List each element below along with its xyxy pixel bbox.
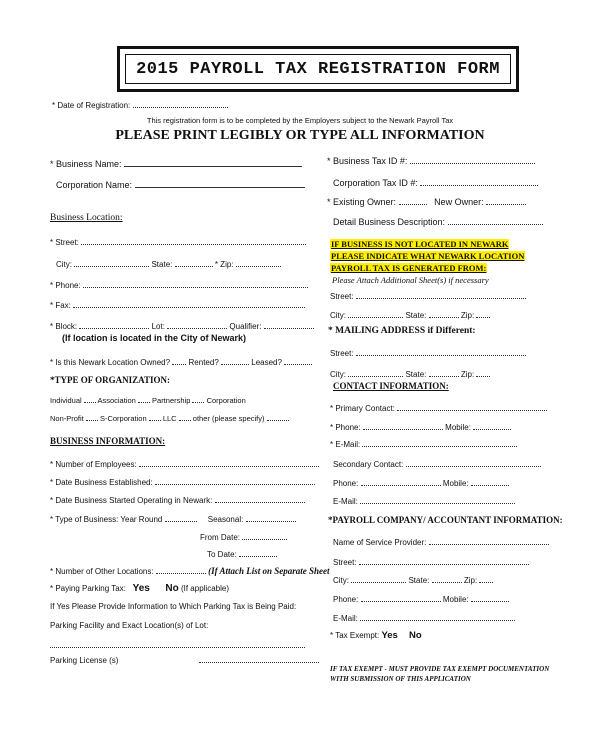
other-locations-label: * Number of Other Locations: xyxy=(50,567,154,576)
block-label: * Block: xyxy=(50,322,78,331)
other-field[interactable] xyxy=(267,412,289,421)
owned-row xyxy=(50,356,312,367)
leased-label: Leased? xyxy=(251,358,282,367)
zip-label: Zip: xyxy=(460,311,475,320)
block-lot-row xyxy=(50,320,314,331)
mailing-heading: * MAILING ADDRESS if Different: xyxy=(328,326,476,336)
type-org-heading: *TYPE OF ORGANIZATION: xyxy=(50,375,171,385)
zip-field[interactable] xyxy=(479,574,493,583)
street-label: Street: xyxy=(330,349,354,358)
state-label: State: xyxy=(405,311,427,320)
corporation-name-row xyxy=(56,179,305,190)
mobile-label: Mobile: xyxy=(442,479,469,488)
existing-owner-label: * Existing Owner: xyxy=(327,197,397,207)
corp-tax-id-row xyxy=(333,177,538,188)
other-label: other (please specify) xyxy=(192,414,265,423)
num-employees-row xyxy=(50,458,319,469)
if-yes-note: If Yes Please Provide Information to Which Parking Tax is Being Paid: xyxy=(50,602,297,611)
warning-line-2: PLEASE INDICATE WHAT NEWARK LOCATION xyxy=(331,251,525,261)
email-field[interactable] xyxy=(360,612,515,621)
if-applicable-note: (If applicable) xyxy=(180,584,229,593)
right-street-row xyxy=(330,290,526,301)
rented-field[interactable] xyxy=(221,356,249,365)
payroll-company-heading: *PAYROLL COMPANY/ ACCOUNTANT INFORMATION: xyxy=(328,515,563,525)
mobile-field[interactable] xyxy=(471,477,509,486)
tax-exempt-no-option[interactable]: No xyxy=(408,630,422,641)
street-field[interactable] xyxy=(359,556,529,565)
title-inner-border xyxy=(125,54,511,84)
instruction-heading: PLEASE PRINT LEGIBLY OR TYPE ALL INFORMATION xyxy=(115,128,485,143)
phone-label: Phone: xyxy=(333,479,359,488)
leased-field[interactable] xyxy=(284,356,312,365)
warning-line-3: PAYROLL TAX IS GENERATED FROM: xyxy=(331,263,487,273)
corporation-name-field[interactable] xyxy=(135,179,305,188)
mail-street-row xyxy=(330,347,526,358)
seasonal-field[interactable] xyxy=(246,513,296,522)
date-of-registration-label: * Date of Registration: xyxy=(52,101,131,110)
city-label: City: xyxy=(330,370,346,379)
date-of-registration-field[interactable] xyxy=(133,99,228,108)
state-label: State: xyxy=(405,370,427,379)
to-date-label: To Date: xyxy=(207,550,237,559)
street-label: * Street: xyxy=(50,238,79,247)
type-business-row xyxy=(50,513,296,524)
secondary-contact-field[interactable] xyxy=(406,458,541,467)
mobile-label: Mobile: xyxy=(445,423,471,432)
owned-question: * Is this Newark Location Owned? xyxy=(50,358,171,367)
from-date-field[interactable] xyxy=(242,531,287,540)
street-field[interactable] xyxy=(356,347,526,356)
corporation-name-label: Corporation Name: xyxy=(56,180,133,190)
business-info-heading: BUSINESS INFORMATION: xyxy=(50,436,166,446)
date-started-row xyxy=(50,494,305,505)
state-field[interactable] xyxy=(432,574,462,583)
mobile-label: Mobile: xyxy=(442,595,469,604)
org-row-1 xyxy=(50,394,246,405)
zip-label: * Zip: xyxy=(214,260,234,269)
fax-field[interactable] xyxy=(73,299,305,308)
warning-line-1: IF BUSINESS IS NOT LOCATED IN NEWARK xyxy=(331,239,509,249)
tax-id-label: * Business Tax ID #: xyxy=(327,156,408,166)
left-street-row xyxy=(50,236,306,247)
new-owner-label: New Owner: xyxy=(434,197,484,207)
phone-field[interactable] xyxy=(83,279,308,288)
mobile-field[interactable] xyxy=(473,421,511,430)
phone-label: Phone: xyxy=(333,595,359,604)
email-field[interactable] xyxy=(360,495,515,504)
detail-desc-row xyxy=(333,216,543,227)
num-employees-label: * Number of Employees: xyxy=(50,460,137,469)
phone-field[interactable] xyxy=(361,593,441,602)
parking-no-option[interactable]: No xyxy=(165,583,179,594)
business-location-heading: Business Location: xyxy=(50,213,123,223)
left-fax-row xyxy=(50,299,305,310)
corp-tax-id-label: Corporation Tax ID #: xyxy=(333,178,418,188)
parking-tax-label: * Paying Parking Tax: xyxy=(50,584,126,593)
city-label: City: xyxy=(56,260,72,269)
type-business-label: * Type of Business: xyxy=(50,515,119,524)
detail-desc-label: Detail Business Description: xyxy=(333,217,446,227)
detail-desc-field[interactable] xyxy=(448,216,543,225)
city-label: City: xyxy=(333,576,349,585)
lot-label: Lot: xyxy=(151,322,165,331)
other-locations-field[interactable] xyxy=(156,565,206,574)
num-employees-field[interactable] xyxy=(139,458,319,467)
contact-phone-row xyxy=(330,421,511,432)
state-label: State: xyxy=(408,576,430,585)
existing-owner-field[interactable] xyxy=(399,196,427,205)
parking-license-field[interactable] xyxy=(199,654,319,663)
secondary-email-row xyxy=(333,495,515,506)
business-name-row xyxy=(50,158,302,169)
zip-field[interactable] xyxy=(476,368,490,377)
contact-info-heading: CONTACT INFORMATION: xyxy=(333,381,449,391)
street-label: Street: xyxy=(330,292,354,301)
tax-exempt-label: * Tax Exempt: xyxy=(330,631,380,640)
street-label: Street: xyxy=(333,558,357,567)
owner-row xyxy=(327,196,526,207)
parking-license-label: Parking License (s) xyxy=(50,656,119,665)
individual-label: Individual xyxy=(50,396,82,405)
phone-label: * Phone: xyxy=(330,423,361,432)
tax-id-row xyxy=(327,155,535,166)
right-city-row xyxy=(330,309,490,320)
zip-field[interactable] xyxy=(476,309,490,318)
parking-tax-row xyxy=(50,583,229,594)
mail-city-row xyxy=(330,368,490,379)
association-label: Association xyxy=(97,396,136,405)
date-established-field[interactable] xyxy=(155,476,315,485)
parking-facility-field[interactable] xyxy=(50,639,305,648)
zip-field[interactable] xyxy=(236,258,281,267)
left-phone-row xyxy=(50,279,308,290)
parking-facility-label: Parking Facility and Exact Location(s) of Lot: xyxy=(50,621,209,630)
intro-note: This registration form is to be completed by the Employers subject to the Newark Payroll Tax xyxy=(146,116,454,125)
secondary-contact-label: Secondary Contact: xyxy=(333,460,404,469)
city-field[interactable] xyxy=(348,368,403,377)
street-field[interactable] xyxy=(81,236,306,245)
exempt-note-2: WITH SUBMISSION OF THIS APPLICATION xyxy=(330,675,471,683)
state-field[interactable] xyxy=(175,258,213,267)
street-field[interactable] xyxy=(356,290,526,299)
state-field[interactable] xyxy=(429,309,459,318)
s-corp-label: S-Corporation xyxy=(99,414,147,423)
phone-label: * Phone: xyxy=(50,281,81,290)
nonprofit-label: Non-Profit xyxy=(50,414,84,423)
title-box xyxy=(117,46,519,92)
qualifier-label: Qualifier: xyxy=(229,322,262,331)
attach-additional-note: Please Attach Additional Sheet(s) if necessary xyxy=(332,275,489,285)
to-date-field[interactable] xyxy=(239,548,277,557)
service-provider-label: Name of Service Provider: xyxy=(333,538,427,547)
tax-id-field[interactable] xyxy=(410,155,535,164)
email-label: E-Mail: xyxy=(333,497,358,506)
payroll-street-row xyxy=(333,556,529,567)
tax-exempt-row xyxy=(330,630,422,641)
year-round-label: Year Round xyxy=(120,515,163,524)
lot-field[interactable] xyxy=(167,320,227,329)
primary-contact-row xyxy=(330,402,547,413)
org-row-2 xyxy=(50,412,289,423)
block-field[interactable] xyxy=(79,320,149,329)
payroll-city-row xyxy=(333,574,493,585)
seasonal-label: Seasonal: xyxy=(207,515,244,524)
email-label: E-Mail: xyxy=(333,614,358,623)
email-field[interactable] xyxy=(362,438,517,447)
service-provider-field[interactable] xyxy=(429,536,549,545)
city-field[interactable] xyxy=(74,258,149,267)
association-field[interactable] xyxy=(138,394,150,403)
fax-label: * Fax: xyxy=(50,301,71,310)
qualifier-field[interactable] xyxy=(264,320,314,329)
year-round-field[interactable] xyxy=(165,513,197,522)
corp-tax-id-field[interactable] xyxy=(420,177,538,186)
tax-exempt-yes-option[interactable]: Yes xyxy=(381,630,398,641)
city-field[interactable] xyxy=(348,309,403,318)
left-city-row xyxy=(56,258,281,269)
owned-field[interactable] xyxy=(172,356,186,365)
parking-facility-line xyxy=(50,639,305,650)
date-started-field[interactable] xyxy=(215,494,305,503)
phone-field[interactable] xyxy=(361,477,441,486)
attach-list-note: (If Attach List on Separate Sheet xyxy=(208,566,330,576)
rented-label: Rented? xyxy=(188,358,219,367)
email-label: * E-Mail: xyxy=(330,440,361,449)
partnership-field[interactable] xyxy=(192,394,204,403)
secondary-phone-row xyxy=(333,477,509,488)
business-name-field[interactable] xyxy=(124,158,302,167)
state-field[interactable] xyxy=(429,368,459,377)
corporation-label: Corporation xyxy=(206,396,246,405)
llc-field[interactable] xyxy=(179,412,191,421)
city-field[interactable] xyxy=(351,574,406,583)
contact-email-row xyxy=(330,438,517,449)
individual-field[interactable] xyxy=(84,394,96,403)
nonprofit-field[interactable] xyxy=(86,412,98,421)
secondary-contact-row xyxy=(333,458,541,469)
exempt-note-1: IF TAX EXEMPT - MUST PROVIDE TAX EXEMPT DOCUMENTATION xyxy=(330,665,550,673)
payroll-email-row xyxy=(333,612,515,623)
form-title: 2015 PAYROLL TAX REGISTRATION FORM xyxy=(136,59,500,79)
business-name-label: * Business Name: xyxy=(50,159,122,169)
s-corp-field[interactable] xyxy=(149,412,161,421)
from-date-label: From Date: xyxy=(200,533,241,542)
parking-license-row xyxy=(50,654,319,665)
date-established-row xyxy=(50,476,315,487)
mobile-field[interactable] xyxy=(471,593,509,602)
service-provider-row xyxy=(333,536,549,547)
from-date-row xyxy=(200,531,287,542)
primary-contact-field[interactable] xyxy=(397,402,547,411)
zip-label: Zip: xyxy=(463,576,478,585)
llc-label: LLC xyxy=(162,414,177,423)
zip-label: Zip: xyxy=(460,370,475,379)
to-date-row xyxy=(207,548,277,559)
date-started-label: * Date Business Started Operating in Newark: xyxy=(50,496,213,505)
date-of-registration xyxy=(52,99,228,110)
other-locations-row xyxy=(50,565,330,576)
in-newark-note: (If location is located in the City of Newark) xyxy=(62,333,247,343)
parking-yes-option[interactable]: Yes xyxy=(132,583,150,594)
new-owner-field[interactable] xyxy=(486,196,526,205)
partnership-label: Partnership xyxy=(152,396,191,405)
primary-contact-label: * Primary Contact: xyxy=(330,404,395,413)
state-label: State: xyxy=(151,260,173,269)
city-label: City: xyxy=(330,311,346,320)
phone-field[interactable] xyxy=(363,421,443,430)
payroll-phone-row xyxy=(333,593,509,604)
date-established-label: * Date Business Established: xyxy=(50,478,153,487)
warning-block xyxy=(330,238,525,274)
